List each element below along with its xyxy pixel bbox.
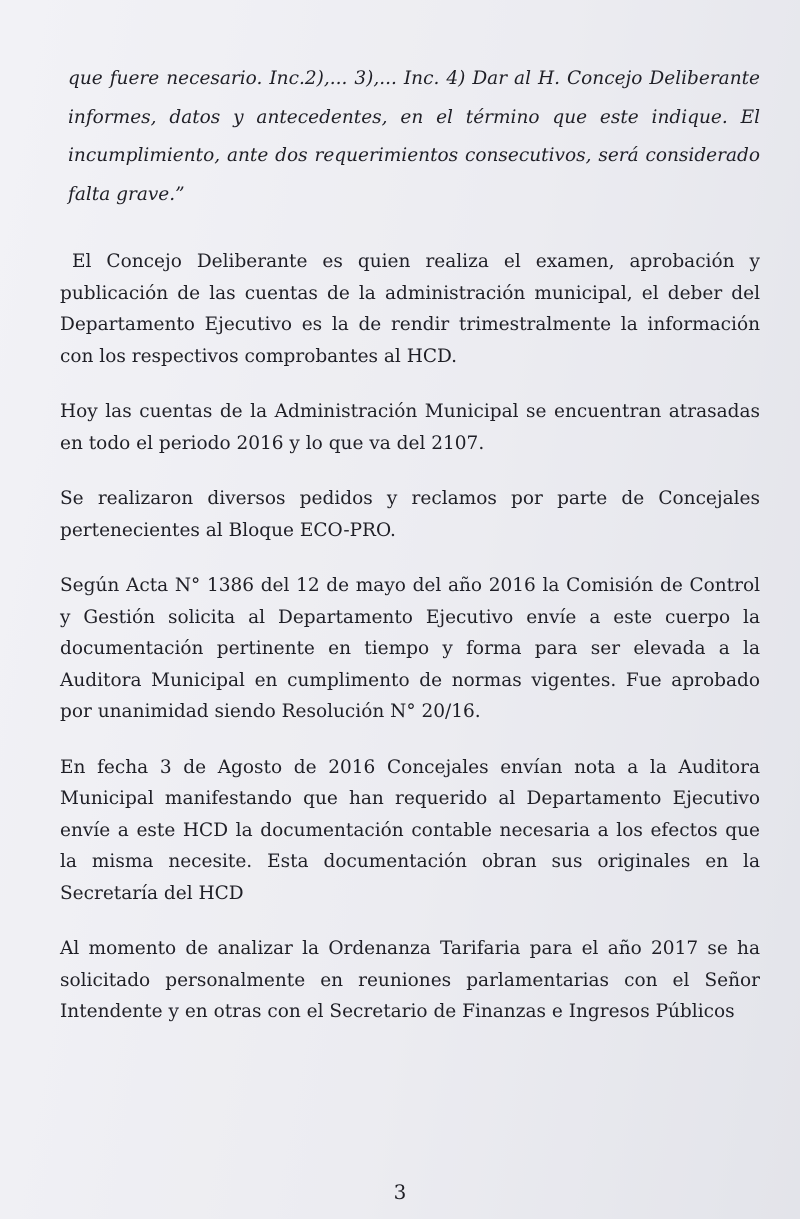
paragraph-acta-1386: Según Acta N° 1386 del 12 de mayo del año 2016 la Comisión de Control y Gestión solicita al Departamento Ejecutivo envíe a este cuerpo la documentación pertinente en tiempo y forma para ser elevada a la Auditora Municipal en cumplimento de normas vigentes. Fue aprobado por unanimidad siendo Resolución N° 20/16.: [60, 575, 760, 722]
paragraph-nota-auditora: En fecha 3 de Agosto de 2016 Concejales envían nota a la Auditora Municipal manifestando que han requerido al Departamento Ejecutivo envíe a este HCD la documentación contable necesaria a los efectos que la misma necesite. Esta documentación obran sus originales en la Secretaría del HCD: [60, 756, 760, 904]
paragraph-ordenanza-tarifaria: Al momento de analizar la Ordenanza Tarifaria para el año 2017 se ha solicitado personalmente en reuniones parlamentarias con el Señor Intendente y en otras con el Secretario de Finanzas e Ingresos Públicos: [60, 938, 760, 1022]
quoted-article-text: que fuere necesario. Inc.2),... 3),... Inc. 4) Dar al H. Concejo Deliberante informes, datos y antecedentes, en el término que este indique. El incumplimiento, ante dos requerimientos consecutivos, será considerado falta grave.”: [68, 68, 760, 205]
page-number: 3: [393, 1180, 407, 1204]
document-body: [60, 60, 760, 1052]
paragraph-pedidos-reclamos: Se realizaron diversos pedidos y reclamos por parte de Concejales pertenecientes al Bloque ECO-PRO.: [60, 488, 760, 541]
paragraph-concejo-deliberante: El Concejo Deliberante es quien realiza el examen, aprobación y publicación de las cuentas de la administración municipal, el deber del Departamento Ejecutivo es la de rendir trimestralmente la información con los respectivos comprobantes al HCD.: [60, 251, 760, 367]
paragraph-cuentas-atrasadas: Hoy las cuentas de la Administración Municipal se encuentran atrasadas en todo el periodo 2016 y lo que va del 2107.: [60, 401, 760, 454]
